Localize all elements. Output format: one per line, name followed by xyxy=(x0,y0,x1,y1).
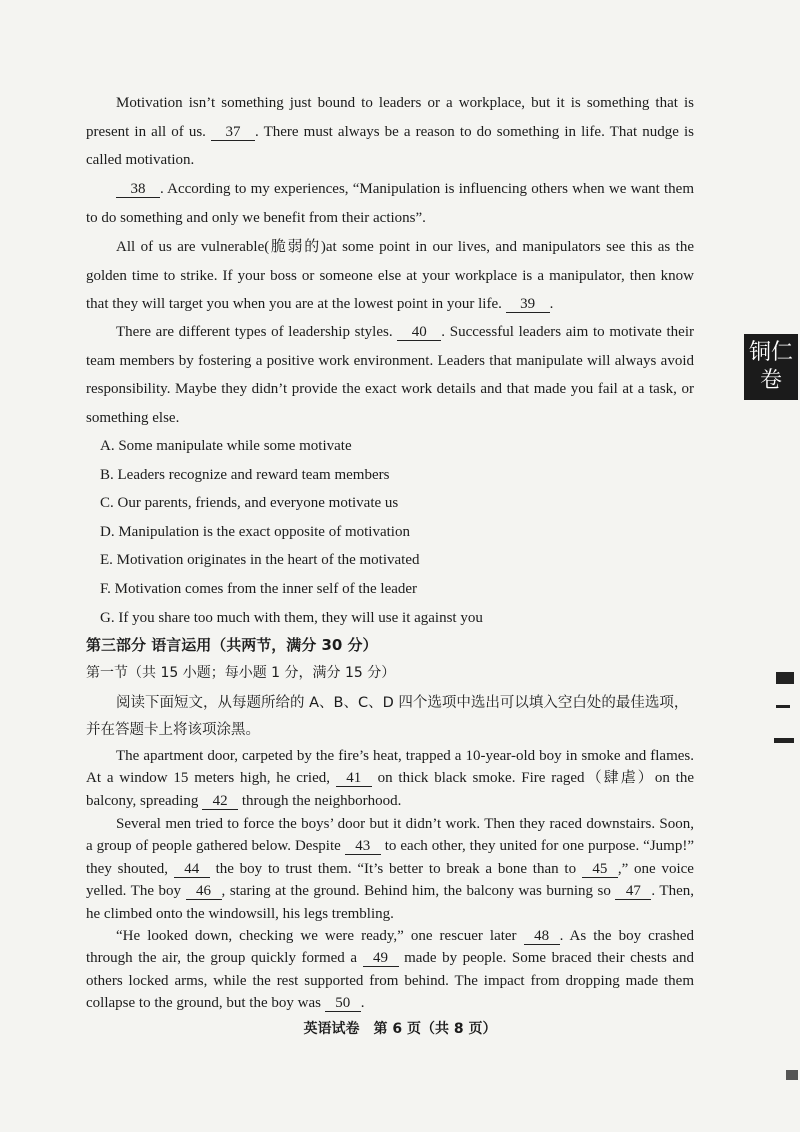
text-run: Several men tried to force the boys’ door but it didn’t work. Then they raced downstairs. Soon, a group of people gathered below. Despite xyxy=(86,816,694,855)
section-subtitle: 第一节（共 15 小题；每小题 1 分，满分 15 分） xyxy=(86,665,396,681)
side-tab-line-2: 卷 xyxy=(759,368,782,393)
passage-paragraph-3 xyxy=(86,233,694,319)
side-tab-line-1: 铜仁 xyxy=(748,340,793,365)
blank-46: 46 xyxy=(186,883,222,900)
text-run: . xyxy=(549,296,554,313)
option-a: A. Some manipulate while some motivate xyxy=(100,438,352,454)
option-f: F. Motivation comes from the inner self of the leader xyxy=(100,580,418,597)
text-run: through the neighborhood. xyxy=(238,792,402,809)
text-run: . xyxy=(360,995,365,1012)
registration-mark xyxy=(774,738,794,743)
page-footer: 英语试卷 第 6 页（共 8 页） xyxy=(303,1021,497,1037)
option-b: B. Leaders recognize and reward team members xyxy=(100,466,390,483)
text-run: Motivation isn’t something just bound to leaders or a workplace, but it is something that is present in all of us. xyxy=(86,95,694,140)
option-e: E. Motivation originates in the heart of the motivated xyxy=(100,552,420,569)
text-run: “He looked down, checking we were ready,” one rescuer later xyxy=(116,928,524,944)
blank-44: 44 xyxy=(174,861,210,878)
text-run: All of us are vulnerable(脆弱的)at some point in our lives, and manipulators see this as the golden time to strike. If your boss or someone else at your workplace is a manipulator, then know that they will target you when you are at the lowest point in your life. xyxy=(86,239,694,313)
blank-37: 37 xyxy=(211,124,255,141)
blank-39: 39 xyxy=(506,296,550,313)
text-run: . As the boy crashed through the air, the group quickly formed a xyxy=(86,928,694,967)
section-instructions: 阅读下面短文，从每题所给的 A、B、C、D 四个选项中选出可以填入空白处的最佳选项，并在答题卡上将该项涂黑。 xyxy=(86,695,689,738)
blank-41: 41 xyxy=(336,770,372,787)
blank-38: 38 xyxy=(116,181,160,198)
text-run: . There must always be a reason to do something in life. That nudge is called motivation. xyxy=(86,123,694,169)
blank-43: 43 xyxy=(345,838,381,855)
part-title: 第三部分 语言运用（共两节，满分 30 分） xyxy=(86,636,378,654)
side-tab-stamp xyxy=(744,334,798,400)
registration-mark xyxy=(786,1070,798,1080)
blank-47: 47 xyxy=(615,883,651,900)
cloze-paragraph-2 xyxy=(86,813,694,925)
blank-50: 50 xyxy=(325,995,361,1012)
text-run: . Successful leaders aim to motivate their team members by fostering a positive work environment. Leaders that manipulate will always avoid responsibility. Maybe they didn’t provide the exact work details and that made you fail at a task, or something else. xyxy=(86,324,694,426)
text-run: ,” one voice yelled. The boy xyxy=(86,860,694,900)
text-run: The apartment door, carpeted by the fire’s heat, trapped a 10-year-old boy in smoke and flames. At a window 15 meters high, he cried, xyxy=(86,748,694,787)
text-run: on thick black smoke. Fire raged（肆虐）on the balcony, spreading xyxy=(86,770,695,809)
options-list xyxy=(100,432,700,632)
text-run: . Then, he climbed onto the windowsill, his legs trembling. xyxy=(86,883,694,922)
blank-40: 40 xyxy=(397,324,441,341)
blank-49: 49 xyxy=(363,950,399,967)
blank-48: 48 xyxy=(524,928,560,945)
option-d: D. Manipulation is the exact opposite of motivation xyxy=(100,523,410,540)
registration-mark xyxy=(776,705,790,708)
text-run: There are different types of leadership styles. xyxy=(116,324,398,340)
text-run: the boy to trust them. “It’s better to break a bone than to xyxy=(209,860,582,877)
text-run: , staring at the ground. Behind him, the balcony was burning so xyxy=(221,883,616,900)
passage-paragraph-1 xyxy=(86,89,694,175)
cloze-paragraph-3 xyxy=(86,925,694,1015)
option-g: G. If you share too much with them, they will use it against you xyxy=(100,609,483,626)
text-run: to each other, they united for one purpose. “Jump!” they shouted, xyxy=(86,838,694,877)
blank-45: 45 xyxy=(582,861,618,878)
passage-paragraph-4 xyxy=(86,318,694,432)
text-run: made by people. Some braced their chests and others locked arms, while the rest supported from behind. The impact from dropping made them collapse to the ground, but the boy was xyxy=(86,950,694,1012)
registration-mark xyxy=(776,672,794,684)
blank-42: 42 xyxy=(202,793,238,810)
passage-paragraph-2 xyxy=(86,175,694,232)
text-run: . According to my experiences, “Manipulation is influencing others when we want them to do something and only we benefit from their actions”. xyxy=(86,181,694,226)
cloze-paragraph-1 xyxy=(86,745,694,812)
option-c: C. Our parents, friends, and everyone motivate us xyxy=(100,495,399,512)
